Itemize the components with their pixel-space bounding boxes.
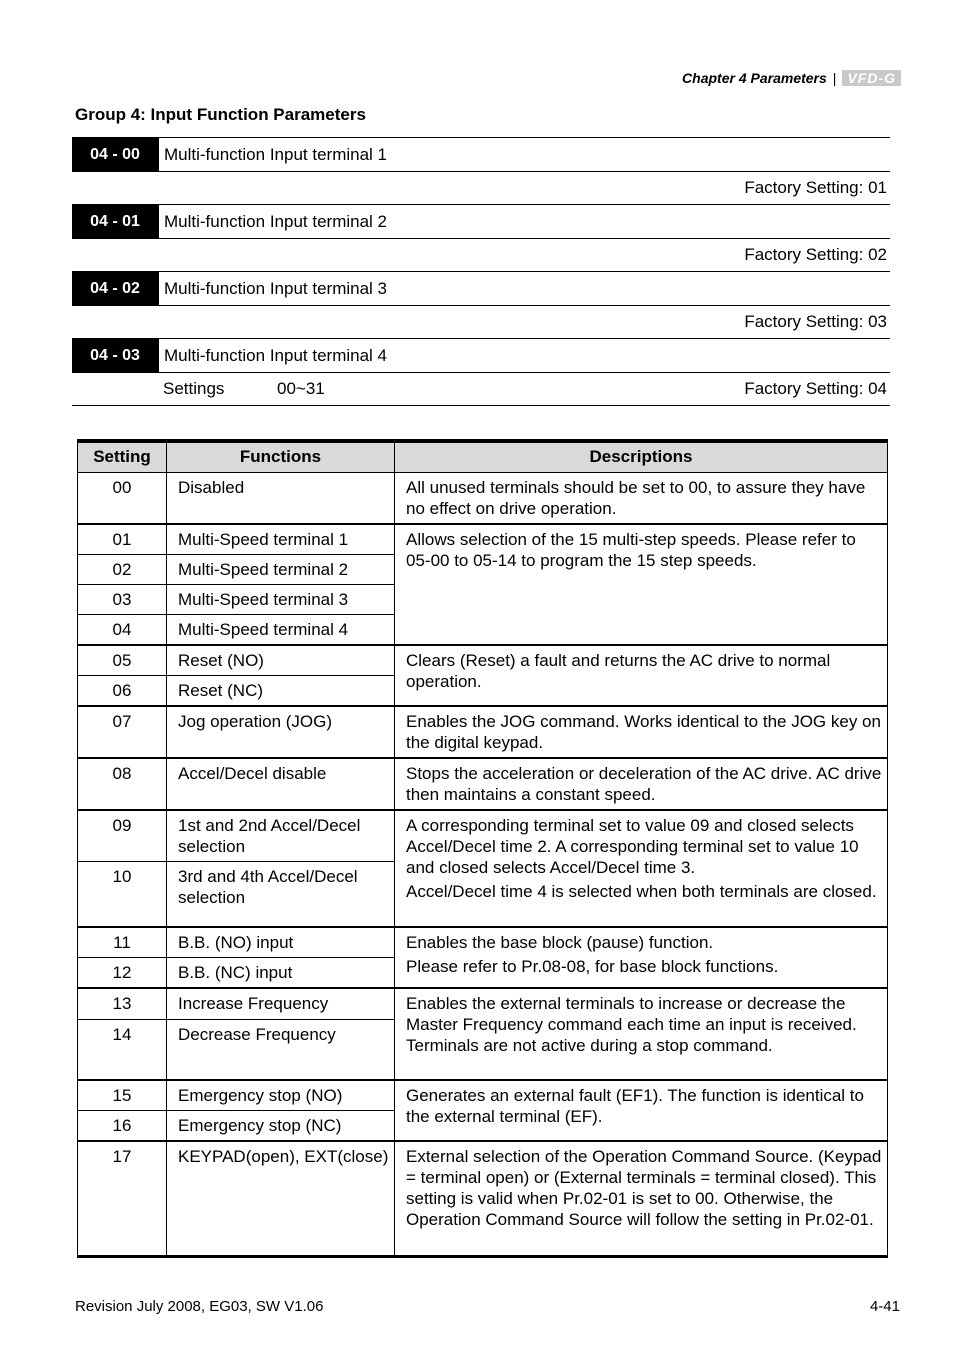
function-cell: Multi-Speed terminal 2 (167, 554, 395, 584)
vfd-g-logo: VFD-G (842, 70, 901, 86)
description-text: A corresponding terminal set to value 09 and closed selects Accel/Decel time 2. A corresponding terminal set to value 10 and closed selects Accel/Decel time 3. (406, 815, 859, 877)
settings-value: 00~31 (277, 379, 325, 398)
setting-cell: 14 (78, 1019, 167, 1080)
function-cell: Disabled (167, 472, 395, 524)
table-body (78, 472, 888, 1256)
group-title: Group 4: Input Function Parameters (75, 105, 366, 124)
table-row (78, 810, 888, 862)
description-cell (395, 524, 888, 645)
description-cell (395, 472, 888, 524)
factory-setting: Factory Setting: 04 (744, 379, 887, 398)
description-text: Enables the external terminals to increase or decrease the Master Frequency command each time an input is received. Terminals are not active during a stop command. (406, 994, 857, 1055)
description-cell (395, 758, 888, 810)
function-cell: Multi-Speed terminal 1 (167, 524, 395, 555)
table-row (78, 645, 888, 676)
description-text: Enables the JOG command. Works identical to the JOG key on the digital keypad. (406, 711, 881, 752)
param-name: Multi-function Input terminal 1 (158, 138, 890, 171)
description-text: Please refer to Pr.08-08, for base block functions. (406, 957, 779, 976)
page-header (682, 70, 901, 86)
param-name: Multi-function Input terminal 2 (158, 205, 890, 238)
parameter-list (72, 137, 890, 406)
table-row (78, 758, 888, 810)
factory-setting: Factory Setting: 02 (72, 238, 890, 271)
table-row (78, 472, 888, 524)
function-table (77, 439, 888, 1258)
function-cell: Decrease Frequency (167, 1019, 395, 1080)
page-number: 4-41 (869, 1298, 900, 1315)
description-cell (395, 1141, 888, 1256)
table-row (78, 524, 888, 555)
table-row (78, 1141, 888, 1256)
setting-cell: 15 (78, 1080, 167, 1111)
description-text: Generates an external fault (EF1). The function is identical to the external terminal (EF). (406, 1086, 864, 1126)
function-cell: Multi-Speed terminal 4 (167, 614, 395, 645)
description-text: All unused terminals should be set to 00, to assure they have no effect on drive operation. (406, 477, 866, 518)
function-cell: KEYPAD(open), EXT(close) (167, 1141, 395, 1256)
col-header-descriptions: Descriptions (395, 441, 888, 472)
function-cell: Multi-Speed terminal 3 (167, 584, 395, 614)
function-cell: Reset (NO) (167, 645, 395, 676)
table-row (78, 1080, 888, 1111)
setting-cell: 07 (78, 706, 167, 758)
settings-label: Settings (163, 379, 225, 398)
function-cell: 1st and 2nd Accel/Decel selection (167, 810, 395, 862)
param-name: Multi-function Input terminal 3 (158, 272, 890, 305)
setting-cell: 03 (78, 584, 167, 614)
setting-cell: 09 (78, 810, 167, 862)
param-code: 04 - 02 (72, 272, 158, 305)
setting-cell: 10 (78, 861, 167, 927)
setting-cell: 12 (78, 958, 167, 989)
param-code: 04 - 00 (72, 138, 158, 171)
param-row (72, 338, 890, 372)
description-text: Enables the base block (pause) function. (406, 933, 714, 952)
setting-cell: 06 (78, 675, 167, 706)
factory-setting: Factory Setting: 01 (72, 171, 890, 204)
table-header-row (78, 441, 888, 472)
setting-cell: 05 (78, 645, 167, 676)
setting-cell: 00 (78, 472, 167, 524)
description-cell (395, 927, 888, 988)
description-text: Clears (Reset) a fault and returns the AC drive to normal operation. (406, 650, 831, 691)
revision-footer: Revision July 2008, EG03, SW V1.06 (75, 1298, 324, 1315)
description-text: Accel/Decel time 4 is selected when both terminals are closed. (406, 881, 877, 901)
setting-cell: 17 (78, 1141, 167, 1256)
chapter-title: Chapter 4 Parameters (682, 70, 827, 86)
setting-cell: 11 (78, 927, 167, 958)
col-header-functions: Functions (167, 441, 395, 472)
table-row (78, 927, 888, 958)
table-row (78, 988, 888, 1019)
param-row (72, 204, 890, 238)
function-cell: Emergency stop (NC) (167, 1111, 395, 1142)
description-text: External selection of the Operation Command Source. (Keypad = terminal open) or (External terminals = terminal closed). This setting is valid when Pr.02-01 is set to 00. Otherwise, the Operation Command Source will follow the setting in Pr.02-01. (406, 1147, 882, 1229)
table-row (78, 706, 888, 758)
setting-cell: 13 (78, 988, 167, 1019)
setting-cell: 02 (78, 554, 167, 584)
description-cell (395, 706, 888, 758)
description-cell (395, 1080, 888, 1141)
setting-cell: 16 (78, 1111, 167, 1142)
function-cell: Accel/Decel disable (167, 758, 395, 810)
param-row (72, 137, 890, 171)
description-cell (395, 810, 888, 928)
setting-cell: 08 (78, 758, 167, 810)
param-code: 04 - 03 (72, 339, 158, 372)
description-cell (395, 645, 888, 706)
function-cell: B.B. (NO) input (167, 927, 395, 958)
setting-cell: 01 (78, 524, 167, 555)
description-cell (395, 988, 888, 1080)
description-text: Allows selection of the 15 multi-step speeds. Please refer to 05-00 to 05-14 to program the 15 step speeds. (406, 529, 856, 570)
description-text: Stops the acceleration or deceleration of the AC drive. AC drive then maintains a constant speed. (406, 763, 882, 804)
param-row (72, 271, 890, 305)
function-cell: Jog operation (JOG) (167, 706, 395, 758)
param-name: Multi-function Input terminal 4 (158, 339, 890, 372)
col-header-setting: Setting (78, 441, 167, 472)
function-cell: Reset (NC) (167, 675, 395, 706)
param-code: 04 - 01 (72, 205, 158, 238)
function-cell: B.B. (NC) input (167, 958, 395, 989)
header-separator: | (832, 70, 837, 86)
factory-setting: Factory Setting: 03 (72, 305, 890, 338)
function-cell: Increase Frequency (167, 988, 395, 1019)
settings-row (72, 372, 890, 406)
setting-cell: 04 (78, 614, 167, 645)
function-cell: Emergency stop (NO) (167, 1080, 395, 1111)
function-cell: 3rd and 4th Accel/Decel selection (167, 861, 395, 927)
